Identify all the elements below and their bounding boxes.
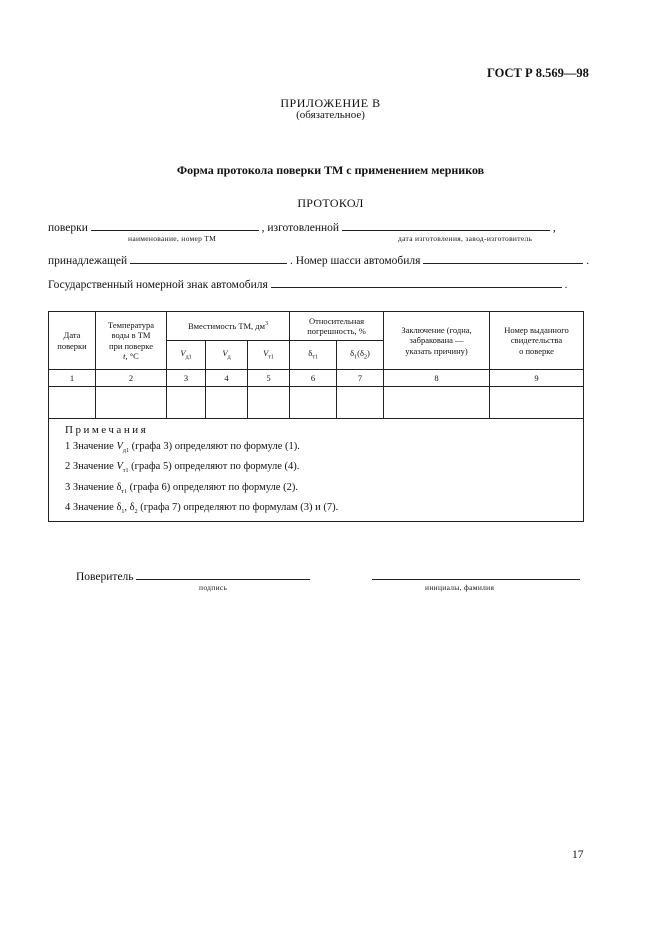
- plate-label: Государственный номерной знак автомобиля: [48, 279, 268, 291]
- header-date: Дата поверки: [49, 312, 96, 370]
- device-name-field[interactable]: [91, 220, 259, 231]
- note-3: 3 Значение $\delta_{т1}$ (графа 6) определяют по формуле (2).: [65, 481, 298, 495]
- subheader-vd: $V_д$: [206, 341, 248, 370]
- signature-field[interactable]: [136, 569, 310, 580]
- field-row-1: поверки , изготовленной ,: [48, 222, 556, 234]
- signature-caption: подпись: [199, 583, 228, 592]
- column-numbers-row: [49, 370, 584, 387]
- cell-conclusion[interactable]: [384, 387, 490, 419]
- column-number: 3: [167, 370, 206, 387]
- chassis-number-field[interactable]: [423, 253, 583, 264]
- signer-label: Поверитель: [76, 571, 134, 583]
- cell-date[interactable]: [49, 387, 96, 419]
- note-1: 1 Значение $V_{д1}$ (графа 3) определяют по формуле (1).: [65, 440, 300, 454]
- subheader-delta-pair: $\delta_1(\delta_2)$: [337, 341, 384, 370]
- note-2: 2 Значение $V_{т1}$ (графа 5) определяют по формуле (4).: [65, 461, 300, 475]
- field-row-2: принадлежащей . Номер шасси автомобиля .: [48, 255, 590, 267]
- cell-vd1[interactable]: [167, 387, 206, 419]
- column-number: 8: [384, 370, 490, 387]
- column-number: 1: [49, 370, 96, 387]
- column-number: 7: [337, 370, 384, 387]
- field-row-3: Государственный номерной знак автомобиля .: [48, 279, 568, 291]
- manufacture-info-field[interactable]: [342, 220, 550, 231]
- notes-heading: Примечания: [65, 424, 149, 436]
- plate-number-field[interactable]: [271, 277, 562, 288]
- data-entry-row[interactable]: [49, 387, 584, 419]
- cell-temperature[interactable]: [96, 387, 167, 419]
- name-caption: инициалы, фамилия: [425, 583, 495, 592]
- subheader-vd1: $V_{д1}$: [167, 341, 206, 370]
- header-volume: Вместимость ТМ, $дм^3$: [167, 312, 290, 341]
- header-conclusion: Заключение (годна, забракована — указать причину): [384, 312, 490, 370]
- owner-label: принадлежащей: [48, 255, 128, 267]
- name-field[interactable]: [372, 569, 580, 580]
- page-number: 17: [572, 849, 584, 861]
- note-4: 4 Значение $\delta_1$, $\delta_2$ (графа 7) определяют по формулам (3) и (7).: [65, 502, 339, 516]
- signer-row: [76, 569, 310, 583]
- notes-cell: [49, 419, 584, 522]
- protocol-table: [48, 311, 584, 522]
- column-number: 6: [290, 370, 337, 387]
- column-number: 2: [96, 370, 167, 387]
- cell-certificate[interactable]: [490, 387, 584, 419]
- owner-field[interactable]: [130, 253, 287, 264]
- standard-number: ГОСТ Р 8.569—98: [487, 66, 589, 80]
- column-number: 5: [248, 370, 290, 387]
- subheader-vt1: $V_{т1}$: [248, 341, 290, 370]
- manufactured-label: изготовленной: [267, 222, 340, 234]
- cell-vt1[interactable]: [248, 387, 290, 419]
- column-number: 4: [206, 370, 248, 387]
- verification-label: поверки: [48, 222, 88, 234]
- cell-delta-pair[interactable]: [337, 387, 384, 419]
- manufacture-caption: дата изготовления, завод-изготовитель: [398, 234, 533, 243]
- cell-vd[interactable]: [206, 387, 248, 419]
- protocol-title: ПРОТОКОЛ: [297, 196, 364, 210]
- appendix-title: ПРИЛОЖЕНИЕ В: [280, 96, 381, 110]
- form-title: Форма протокола поверки ТМ с применением мерников: [176, 163, 485, 177]
- device-name-caption: наименование, номер ТМ: [128, 234, 217, 243]
- chassis-label: . Номер шасси автомобиля: [289, 255, 421, 267]
- column-number: 9: [490, 370, 584, 387]
- header-temperature: Температура воды в ТМ при поверке t, °С: [96, 312, 167, 370]
- cell-delta-t1[interactable]: [290, 387, 337, 419]
- header-relative-error: Относительная погрешность, %: [290, 312, 384, 341]
- header-certificate: Номер выданного свидетельства о поверке: [490, 312, 584, 370]
- subheader-delta-t1: $\delta_{т1}$: [290, 341, 337, 370]
- appendix-subtitle: (обязательное): [296, 109, 365, 121]
